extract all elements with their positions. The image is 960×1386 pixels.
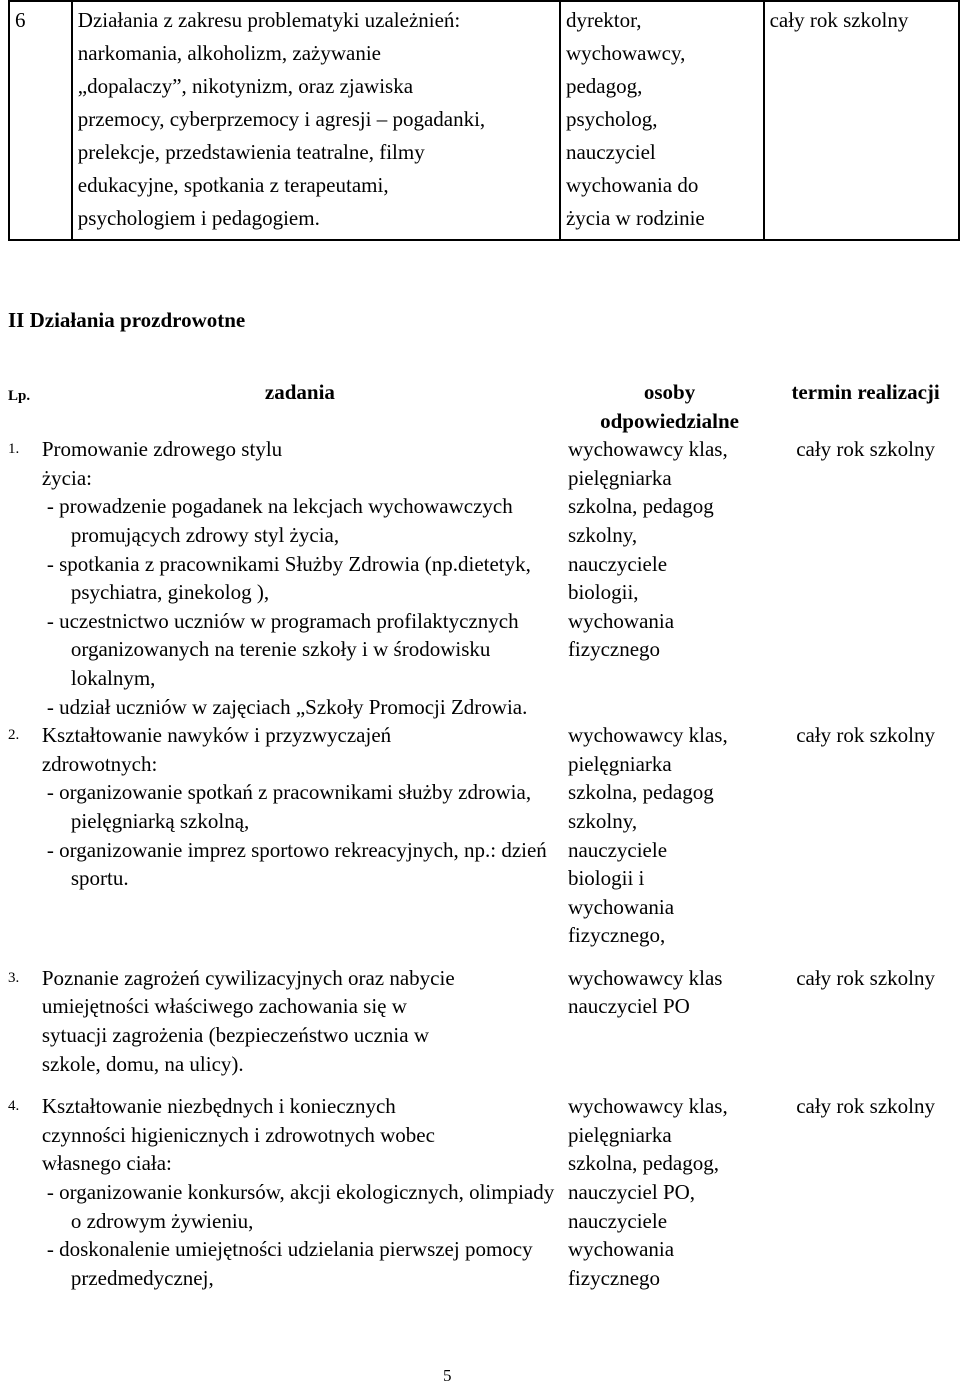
who-line: wychowawcy, [565,41,686,65]
task-item: - prowadzenie pogadanek na lekcjach wychowawczych promujących zdrowy styl życia, [46,494,513,547]
table-row [8,435,960,721]
responsible-cell [568,1092,771,1292]
who-line: wychowania [567,1237,675,1262]
task-line: psychologiem i pedagogiem. [77,206,320,230]
header-tasks: zadania [264,380,335,404]
row-number: 4. [8,1098,20,1115]
task-title-line: czynności higienicznych i zdrowotnych wobec [41,1122,435,1147]
task-item: - doskonalenie umiejętności udzielania pierwszej pomocy przedmedycznej, [46,1237,533,1290]
row-spacer [8,1078,960,1092]
who-line: wychowawcy klas, [567,1094,728,1119]
who-line: pielęgniarka [567,751,672,776]
row-number: 3. [8,969,20,986]
table-header-row [8,378,960,435]
deadline-cell: cały rok szkolny [796,965,935,990]
who-line: nauczyciele [567,1208,668,1233]
task-item: - uczestnictwo uczniów w programach profilaktycznych organizowanych na terenie szkoły i w środowisku lokalnym, [46,608,519,690]
responsible-cell [568,964,771,1078]
header-deadline: termin realizacji [791,380,940,404]
task-title-line: własnego ciała: [41,1151,172,1176]
task-line: „dopalaczy”, nikotynizm, oraz zjawiska [77,74,414,98]
deadline-cell: cały rok szkolny [764,1,959,240]
task-cell [42,721,568,950]
who-line: fizycznego, [567,923,666,948]
who-line: pielęgniarka [567,1122,672,1147]
who-line: dyrektor, [565,8,642,32]
who-line: szkolny, [567,808,638,833]
task-title-line: umiejętności właściwego zachowania się w [41,994,407,1019]
who-line: wychowania [567,608,675,633]
section-title: II Działania prozdrowotne [8,308,246,332]
who-line: nauczyciel PO, [567,1180,696,1205]
task-title-line: Poznanie zagrożeń cywilizacyjnych oraz nabycie [41,965,455,990]
who-line: życia w rodzinie [565,206,705,230]
table-row [8,721,960,950]
who-line: szkolna, pedagog [567,780,714,805]
who-line: psycholog, [565,107,658,131]
task-line: edukacyjne, spotkania z terapeutami, [77,173,389,197]
task-item: - udział uczniów w zajęciach „Szkoły Promocji Zdrowia. [46,694,528,719]
who-line: biologii i [567,866,645,891]
who-line: fizycznego [567,1265,661,1290]
deadline-cell: cały rok szkolny [796,1094,935,1119]
who-line: fizycznego [567,637,661,662]
task-title-line: szkole, domu, na ulicy). [41,1051,244,1076]
task-title-line: sytuacji zagrożenia (bezpieczeństwo ucznia w [41,1023,429,1048]
row-number: 6 [9,1,72,240]
task-line: prelekcje, przedstawienia teatralne, filmy [77,140,425,164]
task-item: - organizowanie spotkań z pracownikami służby zdrowia, pielęgniarką szkolną, [46,780,532,833]
responsible-cell [568,435,771,721]
who-line: nauczyciel PO [567,994,690,1019]
table-row [8,1092,960,1292]
task-title-line: życia: [41,465,92,490]
task-title-line: Kształtowanie nawyków i przyzwyczajeń [41,723,392,748]
header-lp: Lp. [8,388,31,404]
row-spacer [8,950,960,964]
who-line: pielęgniarka [567,465,672,490]
table-row [9,1,959,240]
task-line: przemocy, cyberprzemocy i agresji – pogadanki, [77,107,486,131]
header-responsible-line: osoby [643,380,696,404]
responsible-cell [560,1,764,240]
task-cell [42,964,568,1078]
task-line: narkomania, alkoholizm, zażywanie [77,41,381,65]
task-item: - organizowanie konkursów, akcji ekologicznych, olimpiady o zdrowym żywieniu, [46,1180,555,1233]
responsible-cell [568,721,771,950]
task-cell [72,1,560,240]
who-line: wychowawcy klas, [567,437,728,462]
task-title-line: zdrowotnych: [41,751,158,776]
who-line: biologii, [567,580,639,605]
who-line: nauczyciele [567,837,668,862]
task-items [42,492,558,721]
row-number: 2. [8,727,20,744]
who-line: wychowawcy klas, [567,723,728,748]
task-line: Działania z zakresu problematyki uzależnień: [77,8,461,32]
top-table [8,0,960,241]
health-table [8,378,960,1292]
deadline-cell: cały rok szkolny [796,723,935,748]
task-cell [42,435,568,721]
who-line: szkolna, pedagog, [567,1151,719,1176]
who-line: pedagog, [565,74,643,98]
deadline-cell: cały rok szkolny [796,437,935,462]
row-number: 1. [8,441,20,458]
who-line: wychowania [567,894,675,919]
task-items [42,778,558,892]
task-item: - spotkania z pracownikami Służby Zdrowia (np.dietetyk, psychiatra, ginekolog ), [46,551,531,605]
who-line: wychowawcy klas [567,965,723,990]
table-row [8,964,960,1078]
who-line: szkolny, [567,522,638,547]
header-responsible-line: odpowiedzialne [600,408,739,433]
task-title-line: Kształtowanie niezbędnych i koniecznych [41,1094,396,1119]
header-responsible [568,378,771,435]
who-line: nauczyciele [567,551,668,576]
who-line: nauczyciel [565,140,656,164]
who-line: szkolna, pedagog [567,494,714,519]
who-line: wychowania do [565,173,699,197]
task-title-line: Promowanie zdrowego stylu [41,437,283,462]
task-items [42,1178,558,1292]
page-number: 5 [443,1366,452,1385]
task-item: - organizowanie imprez sportowo rekreacyjnych, np.: dzień sportu. [46,837,547,891]
task-cell [42,1092,568,1292]
